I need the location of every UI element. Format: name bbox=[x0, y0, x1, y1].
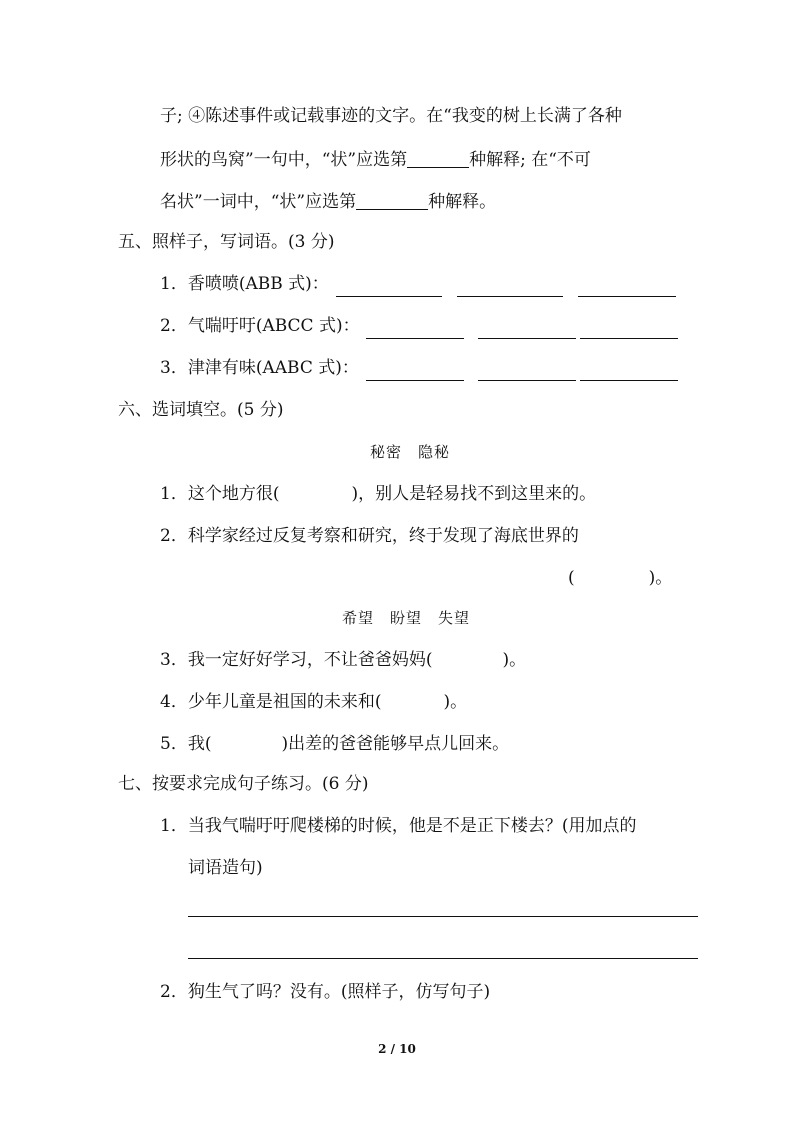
s5-item-3-blank-2[interactable] bbox=[478, 362, 576, 381]
s5-item-3 bbox=[160, 356, 359, 380]
s7-q1-line1 bbox=[160, 814, 636, 838]
s5-item-3-num: 3． bbox=[160, 358, 188, 378]
s5-item-3-blank-3[interactable] bbox=[580, 362, 678, 381]
s6-q1-text-b: )，别人是轻易找不到这里来的。 bbox=[351, 484, 597, 504]
s7-q1-answer-line-1[interactable] bbox=[188, 916, 698, 917]
s6-q4-text-b: )。 bbox=[443, 692, 468, 712]
s5-item-2-num: 2． bbox=[160, 316, 188, 336]
s6-q3 bbox=[160, 648, 526, 672]
s6-q2-open-paren: ( bbox=[568, 568, 575, 588]
s5-item-2-text: 气喘吁吁(ABCC 式)： bbox=[187, 316, 360, 336]
s5-title: 五、照样子，写词语。(3 分) bbox=[118, 232, 335, 252]
s6-q2-text: 科学家经过反复考察和研究，终于发现了海底世界的 bbox=[187, 526, 579, 546]
s4-line3-text-a: 名状”一词中，“状”应选第 bbox=[160, 192, 357, 212]
s6-q2-num: 2． bbox=[160, 526, 188, 546]
s6-word-group-2: 希望 盼望 失望 bbox=[342, 609, 471, 627]
s7-title: 七、按要求完成句子练习。(6 分) bbox=[118, 774, 369, 794]
s4-line3 bbox=[160, 190, 496, 214]
s6-q2 bbox=[160, 524, 579, 548]
s6-q5 bbox=[160, 732, 509, 756]
s5-item-2 bbox=[160, 314, 360, 338]
s7-q2-text: 狗生气了吗？没有。(照样子，仿写句子) bbox=[187, 982, 491, 1002]
s6-q5-text-b: )出差的爸爸能够早点儿回来。 bbox=[281, 734, 510, 754]
s5-item-2-blank-3[interactable] bbox=[580, 320, 678, 339]
s6-q3-text-a: 我一定好好学习，不让爸爸妈妈( bbox=[187, 650, 433, 670]
s4-line2-text-a: 形状的鸟窝”一句中，“状”应选第 bbox=[160, 150, 408, 170]
s5-item-1-blank-2[interactable] bbox=[457, 278, 563, 297]
s7-q1-line2: 词语造句) bbox=[188, 858, 263, 878]
s5-item-1-num: 1． bbox=[160, 274, 188, 294]
s6-q4 bbox=[160, 690, 467, 714]
s5-item-2-blank-2[interactable] bbox=[478, 320, 576, 339]
s6-q5-text-a: 我( bbox=[187, 734, 212, 754]
s4-line2-text-b: 种解释; 在“不可 bbox=[469, 150, 591, 170]
s6-q4-num: 4． bbox=[160, 692, 188, 712]
s6-q3-text-b: )。 bbox=[502, 650, 527, 670]
s6-q3-num: 3． bbox=[160, 650, 188, 670]
s6-q4-text-a: 少年儿童是祖国的未来和( bbox=[187, 692, 382, 712]
s5-item-2-blank-1[interactable] bbox=[366, 320, 464, 339]
s7-q2-num: 2． bbox=[160, 982, 188, 1002]
s4-line1: 子; ④陈述事件或记载事迹的文字。在“我变的树上长满了各种 bbox=[160, 106, 622, 126]
s5-item-3-blank-1[interactable] bbox=[366, 362, 464, 381]
s6-q5-num: 5． bbox=[160, 734, 188, 754]
s5-item-1-blank-1[interactable] bbox=[336, 278, 442, 297]
s5-item-1 bbox=[160, 272, 329, 296]
s7-q2 bbox=[160, 980, 490, 1004]
s4-line2 bbox=[160, 148, 591, 172]
s6-q1 bbox=[160, 482, 596, 506]
s7-q1-answer-line-2[interactable] bbox=[188, 958, 698, 959]
s6-q2-answer bbox=[568, 566, 672, 590]
s4-line3-text-b: 种解释。 bbox=[428, 192, 497, 212]
page-number: 2 / 10 bbox=[378, 1042, 416, 1056]
s5-item-1-text: 香喷喷(ABB 式)： bbox=[187, 274, 329, 294]
s6-q1-num: 1． bbox=[160, 484, 188, 504]
s6-q1-text-a: 这个地方很( bbox=[187, 484, 280, 504]
s5-item-3-text: 津津有味(AABC 式)： bbox=[187, 358, 359, 378]
s6-title: 六、选词填空。(5 分) bbox=[118, 400, 284, 420]
s5-item-1-blank-3[interactable] bbox=[578, 278, 676, 297]
s6-word-group-1: 秘密 隐秘 bbox=[370, 443, 451, 461]
s6-q2-close-paren: )。 bbox=[648, 568, 673, 588]
s7-q1-num: 1． bbox=[160, 816, 188, 836]
s7-q1-text-line1: 当我气喘吁吁爬楼梯的时候，他是不是正下楼去？(用加点的 bbox=[187, 816, 637, 836]
s4-blank-2[interactable] bbox=[356, 191, 428, 210]
s4-blank-1[interactable] bbox=[407, 149, 469, 168]
